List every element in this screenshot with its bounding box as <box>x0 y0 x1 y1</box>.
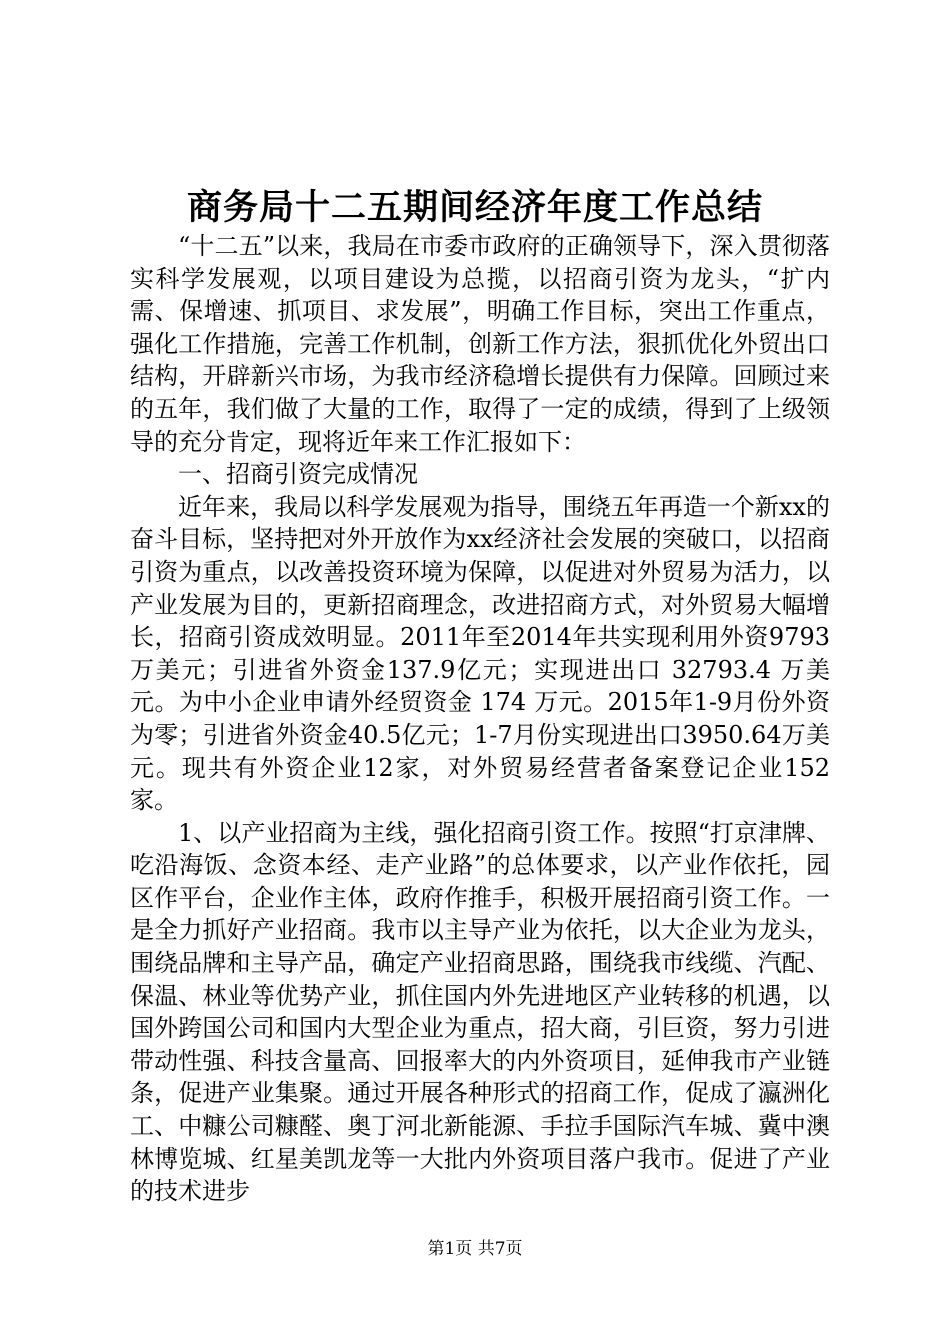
document-title: 商务局十二五期间经济年度工作总结 <box>186 187 763 228</box>
document-body <box>130 230 830 1208</box>
page-number-footer: 第1页 共7页 <box>427 1239 523 1259</box>
section-heading: 一、招商引资完成情况 <box>178 460 418 489</box>
body-paragraph: 近年来，我局以科学发展观为指导，围绕五年再造一个新xx的奋斗目标，坚持把对外开放作为xx经济社会发展的突破口，以招商引资为重点，以改善投资环境为保障，以促进对外贸易为活力，以产业发展为目的，更新招商理念，改进招商方式，对外贸易大幅增长，招商引资成效明显。2011年至2014年共实现利用外资9793万美元；引进省外资金137.9亿元；实现进出口 32793.4 万美元。为中小企业申请外经贸资金 174 万元。2015年1-9月份外资为零；引进省外资金40.5亿元；1-7月份实现进出口3950.64万美元。现共有外资企业12家，对外贸易经营者备案登记企业152家。 <box>130 492 830 815</box>
body-paragraph: 1、以产业招商为主线，强化招商引资工作。按照“打京津牌、吃沿海饭、念资本经、走产业路”的总体要求，以产业作依托，园区作平台，企业作主体，政府作推手，积极开展招商引资工作。一是全力抓好产业招商。我市以主导产业为依托，以大企业为龙头，围绕品牌和主导产品，确定产业招商思路，围绕我市线缆、汽配、保温、林业等优势产业，抓住国内外先进地区产业转移的机遇，以国外跨国公司和国内大型企业为重点，招大商，引巨资，努力引进带动性强、科技含量高、回报率大的内外资项目，延伸我市产业链条，促进产业集聚。通过开展各种形式的招商工作，促成了瀛洲化工、中糠公司糠醛、奥丁河北新能源、手拉手国际汽车城、冀中澳林博览城、红星美凯龙等一大批内外资项目落户我市。促进了产业的技术进步 <box>130 818 830 1206</box>
intro-paragraph: “十二五”以来，我局在市委市政府的正确领导下，深入贯彻落实科学发展观，以项目建设为总揽，以招商引资为龙头，“扩内需、保增速、抓项目、求发展”，明确工作目标，突出工作重点，强化工作措施，完善工作机制，创新工作方法，狠抓优化外贸出口结构，开辟新兴市场，为我市经济稳增长提供有力保障。回顾过来的五年，我们做了大量的工作，取得了一定的成绩，得到了上级领导的充分肯定，现将近年来工作汇报如下： <box>130 232 830 456</box>
